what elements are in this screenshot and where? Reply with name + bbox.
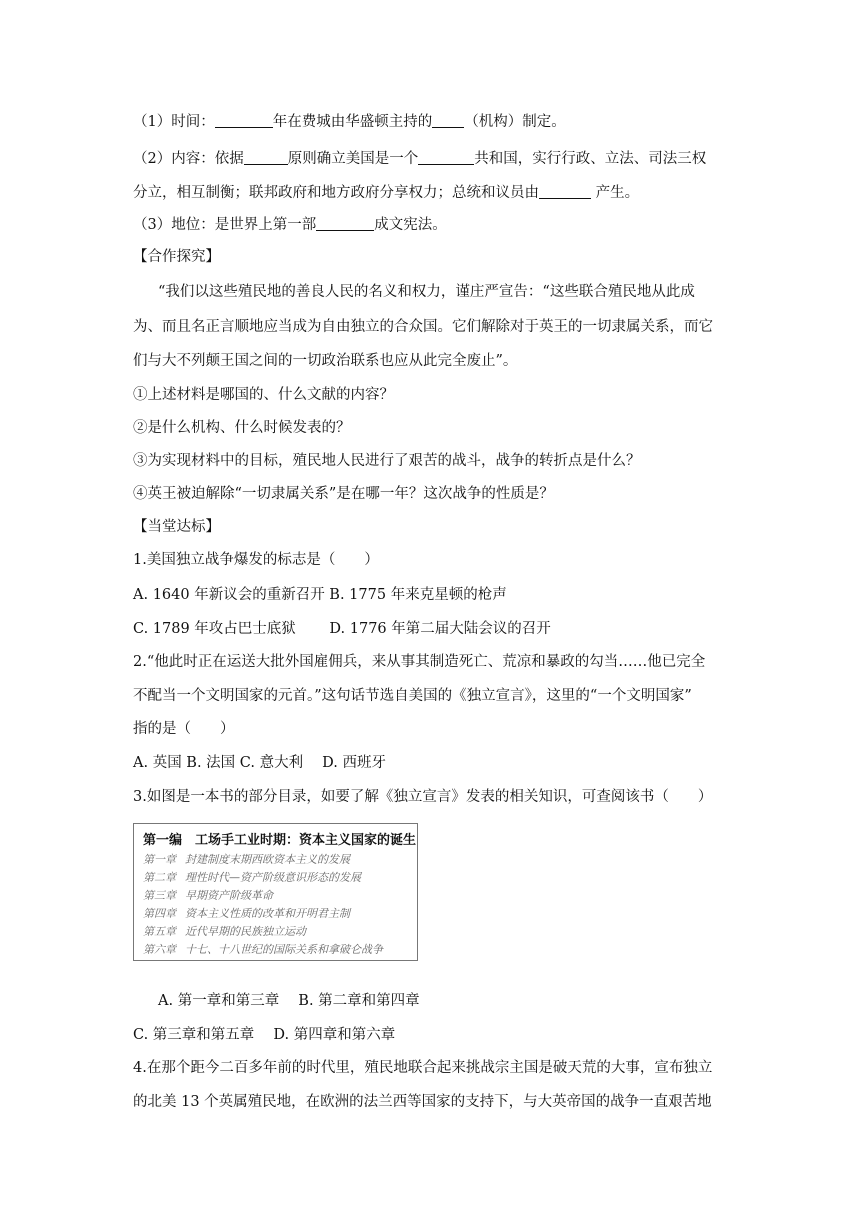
- toc-row: [143, 941, 383, 957]
- text: （机构）制定。: [464, 114, 566, 130]
- toc-chapter: 第二章: [143, 871, 176, 884]
- toc-row: [143, 887, 273, 903]
- text: （3）地位：是世界上第一部: [133, 217, 317, 233]
- toc-chapter: 第三章: [143, 889, 176, 902]
- constitution-time-line: [133, 111, 733, 133]
- constitution-status-line: [133, 214, 733, 236]
- text: （2）内容：依据: [133, 151, 244, 167]
- book-contents-image: [133, 823, 418, 961]
- toc-title: 理性时代—资产阶级意识形态的发展: [185, 871, 361, 884]
- text: 原则确立美国是一个: [287, 151, 419, 167]
- question-stem: 指的是（ ）: [133, 721, 235, 737]
- question-stem: 1.美国独立战争爆发的标志是（ ）: [133, 552, 379, 568]
- answer-options: A. 英国 B. 法国 C. 意大利 D. 西班牙: [133, 755, 387, 771]
- quote-paragraph-line: 为、而且名正言顺地应当成为自由独立的合众国。它们解除对于英王的一切隶属关系，而它: [133, 319, 713, 335]
- toc-chapter: 第六章: [143, 943, 176, 956]
- text: 分立，相互制衡；联邦政府和地方政府分享权力；总统和议员由: [133, 185, 539, 201]
- quote-paragraph-line: “我们以这些殖民地的善良人民的名义和权力，谨庄严宣告：“这些联合殖民地从此成: [158, 284, 695, 300]
- answer-options: C. 第三章和第五章 D. 第四章和第六章: [133, 1027, 396, 1043]
- toc-chapter: 第一章: [143, 853, 176, 866]
- toc-heading: 第一编 工场手工业时期：资本主义国家的诞生: [143, 833, 417, 848]
- section-heading-cooperation: 【合作探究】: [133, 249, 220, 265]
- question-item: ③为实现材料中的目标，殖民地人民进行了艰苦的战斗，战争的转折点是什么？: [133, 453, 641, 469]
- answer-options: A. 第一章和第三章 B. 第二章和第四章: [158, 993, 420, 1009]
- question-stem: 3.如图是一本书的部分目录，如要了解《独立宣言》发表的相关知识，可查阅该书（ ）: [133, 789, 713, 805]
- question-stem: 不配当一个文明国家的元首。”这句话节选自美国的《独立宣言》，这里的“一个文明国家”: [133, 688, 692, 704]
- toc-title: 封建制度末期西欧资本主义的发展: [185, 853, 350, 866]
- constitution-content-line-2: [133, 182, 733, 204]
- toc-chapter: 第四章: [143, 907, 176, 920]
- question-item: ②是什么机构、什么时候发表的？: [133, 420, 351, 436]
- section-heading-class-test: 【当堂达标】: [133, 519, 220, 535]
- answer-blank: [418, 149, 474, 165]
- answer-blank: [432, 112, 464, 128]
- toc-row: [143, 905, 350, 921]
- text: 共和国，实行行政、立法、司法三权: [474, 151, 707, 167]
- toc-chapter: 第五章: [143, 925, 176, 938]
- answer-blank: [316, 215, 374, 231]
- answer-blank: [215, 112, 273, 128]
- toc-title: 近代早期的民族独立运动: [185, 925, 306, 938]
- text: 产生。: [591, 185, 640, 201]
- text: （1）时间：: [133, 114, 215, 130]
- toc-title: 十七、十八世纪的国际关系和拿破仑战争: [185, 943, 383, 956]
- toc-row: [143, 923, 306, 939]
- question-item: ①上述材料是哪国的、什么文献的内容？: [133, 387, 394, 403]
- answer-options: A. 1640 年新议会的重新召开 B. 1775 年来克星顿的枪声: [133, 587, 507, 603]
- toc-title: 早期资产阶级革命: [185, 889, 273, 902]
- toc-row: [143, 869, 361, 885]
- text: 成文宪法。: [374, 217, 447, 233]
- question-stem: 的北美 13 个英属殖民地，在欧洲的法兰西等国家的支持下，与大英帝国的战争一直艰苦地: [133, 1094, 712, 1110]
- toc-title: 资本主义性质的改革和开明君主制: [185, 907, 350, 920]
- answer-blank: [244, 149, 288, 165]
- answer-blank: [539, 183, 591, 199]
- constitution-content-line: [133, 148, 733, 170]
- question-stem: 2.“他此时正在运送大批外国雇佣兵，来从事其制造死亡、荒凉和暴政的勾当……他已完全: [133, 654, 706, 670]
- text: 年在费城由华盛顿主持的: [272, 114, 433, 130]
- quote-paragraph-line: 们与大不列颠王国之间的一切政治联系也应从此完全废止”。: [133, 353, 518, 369]
- question-stem: 4.在那个距今二百多年前的时代里，殖民地联合起来挑战宗主国是破天荒的大事，宣布独立: [133, 1060, 713, 1076]
- answer-options: C. 1789 年攻占巴士底狱 D. 1776 年第二届大陆会议的召开: [133, 621, 551, 637]
- toc-row: [143, 851, 350, 867]
- question-item: ④英王被迫解除“一切隶属关系”是在哪一年？这次战争的性质是？: [133, 486, 554, 502]
